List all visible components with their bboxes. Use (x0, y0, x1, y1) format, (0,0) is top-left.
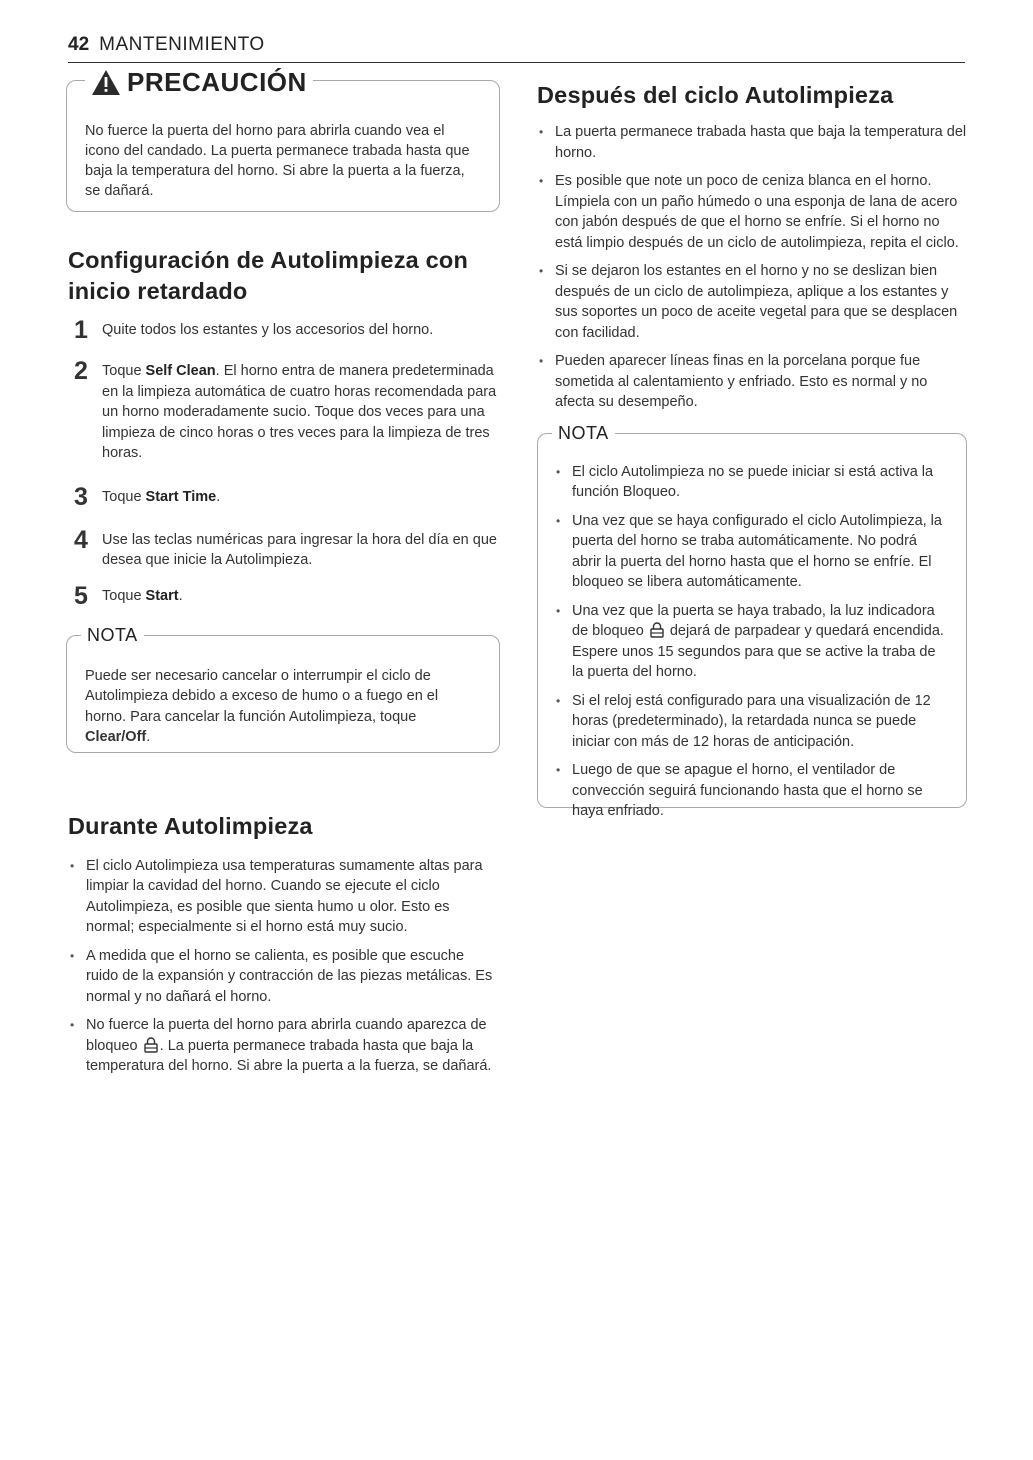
step-number: 3 (74, 482, 88, 511)
warning-triangle-icon (91, 69, 121, 96)
note-label: NOTA (81, 625, 144, 645)
step-text-pre: Toque (102, 587, 146, 604)
step-text: Use las teclas numéricas para ingresar la hora del día en que desea que inicie la Autolimpieza. (102, 531, 497, 568)
page-number: 42 (68, 34, 90, 55)
bullet-text-post: dejará de parpadear y quedará encendida. Espere unos 15 segundos para que se active la traba de la puerta del horno. (572, 623, 944, 680)
bullet-text-post: . La puerta permanece trabada hasta que baja la temperatura del horno. Si abre la puerta a la fuerza, se dañará. (86, 1037, 492, 1074)
note-bullet-item (554, 601, 950, 683)
bullet-text-pre: No fuerce la puerta del horno para abrirla cuando aparezca de bloqueo (86, 1017, 487, 1054)
step-text: Quite todos los estantes y los accesorios del horno. (102, 322, 434, 338)
step-item (68, 482, 500, 511)
step-item (68, 525, 500, 571)
step-item (68, 581, 500, 610)
note-bullet-item: • El ciclo Autolimpieza no se puede iniciar si está activa la función Bloqueo. (554, 462, 950, 503)
left-column (68, 67, 500, 1085)
note-bullet-item: • Si el reloj está configurado para una visualización de 12 horas (predeterminado), la retardada nunca se puede iniciar con más de 12 horas de anticipación. (554, 691, 950, 753)
config-steps (68, 316, 500, 610)
step-number: 1 (74, 316, 88, 344)
step-text-post: . (178, 587, 183, 604)
config-section-title: Configuración de Autolimpieza con inicio retardado (68, 247, 469, 304)
step-item (68, 316, 500, 344)
page-header (68, 34, 965, 63)
note-text-body: Puede ser necesario cancelar o interrumpir el ciclo de Autolimpieza debido a exceso de humo o a fuego en el horno. Para cancelar la función Autolimpieza, toque (85, 667, 439, 725)
step-text (102, 585, 183, 607)
step-text-pre: Toque (102, 363, 146, 379)
note-bullets (554, 462, 950, 822)
caution-heading (85, 67, 313, 98)
note-text-post: . (146, 729, 151, 745)
note-text (85, 666, 481, 748)
note-box (66, 624, 500, 753)
bullet-item: • Si se dejaron los estantes en el horno y no se deslizan bien después de un ciclo de autolimpieza, aplique a los estantes y sus soportes un poco de aceite vegetal para que se desplacen con facilidad. (537, 261, 967, 343)
right-column (537, 80, 967, 819)
note-box (537, 422, 967, 819)
bullet-text-pre: Una vez que la puerta se haya trabado, la luz indicadora de bloqueo (572, 602, 935, 639)
bullet-item: • La puerta permanece trabada hasta que baja la temperatura del horno. (537, 122, 967, 163)
note-label: NOTA (552, 423, 615, 443)
step-number: 2 (74, 357, 88, 385)
durante-bullets (68, 856, 500, 1077)
clear-off-key: Clear/Off (85, 729, 147, 745)
bullet-item: • A medida que el horno se calienta, es posible que escuche ruido de la expansión y contracción de las piezas metálicas. Es normal y no dañará el horno. (68, 946, 500, 1008)
caution-box (66, 67, 500, 212)
note-bullet-item: • Una vez que se haya configurado el ciclo Autolimpieza, la puerta del horno se traba automáticamente. No podrá abrir la puerta del horno hasta que el horno se enfríe. El bloqueo se libera automáticamente. (554, 511, 950, 593)
step-text-pre: Toque (102, 488, 146, 505)
lock-icon (144, 1037, 158, 1053)
start-key: Start (145, 587, 179, 604)
despues-bullets (537, 122, 967, 413)
step-item (68, 357, 500, 464)
step-text-post: . El horno entra de manera predeterminada en la limpieza automática de cuatro horas recomendada para un horno moderadamente sucio. Toque dos veces para una limpieza de cinco horas o tres veces para la limpieza de tres horas. (102, 363, 497, 461)
note-bullet-item: • Luego de que se apague el horno, el ventilador de convección seguirá funcionando hasta que el horno se haya enfriado. (554, 760, 950, 822)
caution-title: PRECAUCIÓN (127, 67, 307, 97)
bullet-item: • Pueden aparecer líneas finas en la porcelana porque fue sometida al calentamiento y enfriado. Esto es normal y no afecta su desempeño. (537, 351, 967, 413)
section-title: MANTENIMIENTO (99, 34, 265, 55)
caution-text: No fuerce la puerta del horno para abrirla cuando vea el icono del candado. La puerta permanece trabada hasta que baja la temperatura del horno. Si abre la puerta a la fuerza, se dañará. (85, 123, 470, 199)
start-time-key: Start Time (145, 488, 217, 505)
step-number: 5 (74, 581, 88, 610)
bullet-item (68, 1015, 500, 1077)
step-text (102, 486, 220, 508)
lock-icon (650, 622, 664, 638)
bullet-item: • El ciclo Autolimpieza usa temperaturas sumamente altas para limpiar la cavidad del horno. Cuando se ejecute el ciclo Autolimpieza, es posible que sienta humo u olor. Esto es normal; especialmente si el horno está muy sucio. (68, 856, 500, 938)
self-clean-key: Self Clean (145, 363, 216, 379)
durante-section-title: Durante Autolimpieza (68, 812, 313, 839)
step-text-post: . (216, 488, 221, 505)
step-number: 4 (74, 525, 88, 554)
bullet-item: • Es posible que note un poco de ceniza blanca en el horno. Límpiela con un paño húmedo o una esponja de lana de acero con jabón después de que el horno se enfríe. Si el horno no está limpio después de un ciclo de autolimpieza, repita el ciclo. (537, 171, 967, 253)
step-text (102, 360, 500, 464)
despues-section-title: Después del ciclo Autolimpieza (537, 82, 894, 108)
